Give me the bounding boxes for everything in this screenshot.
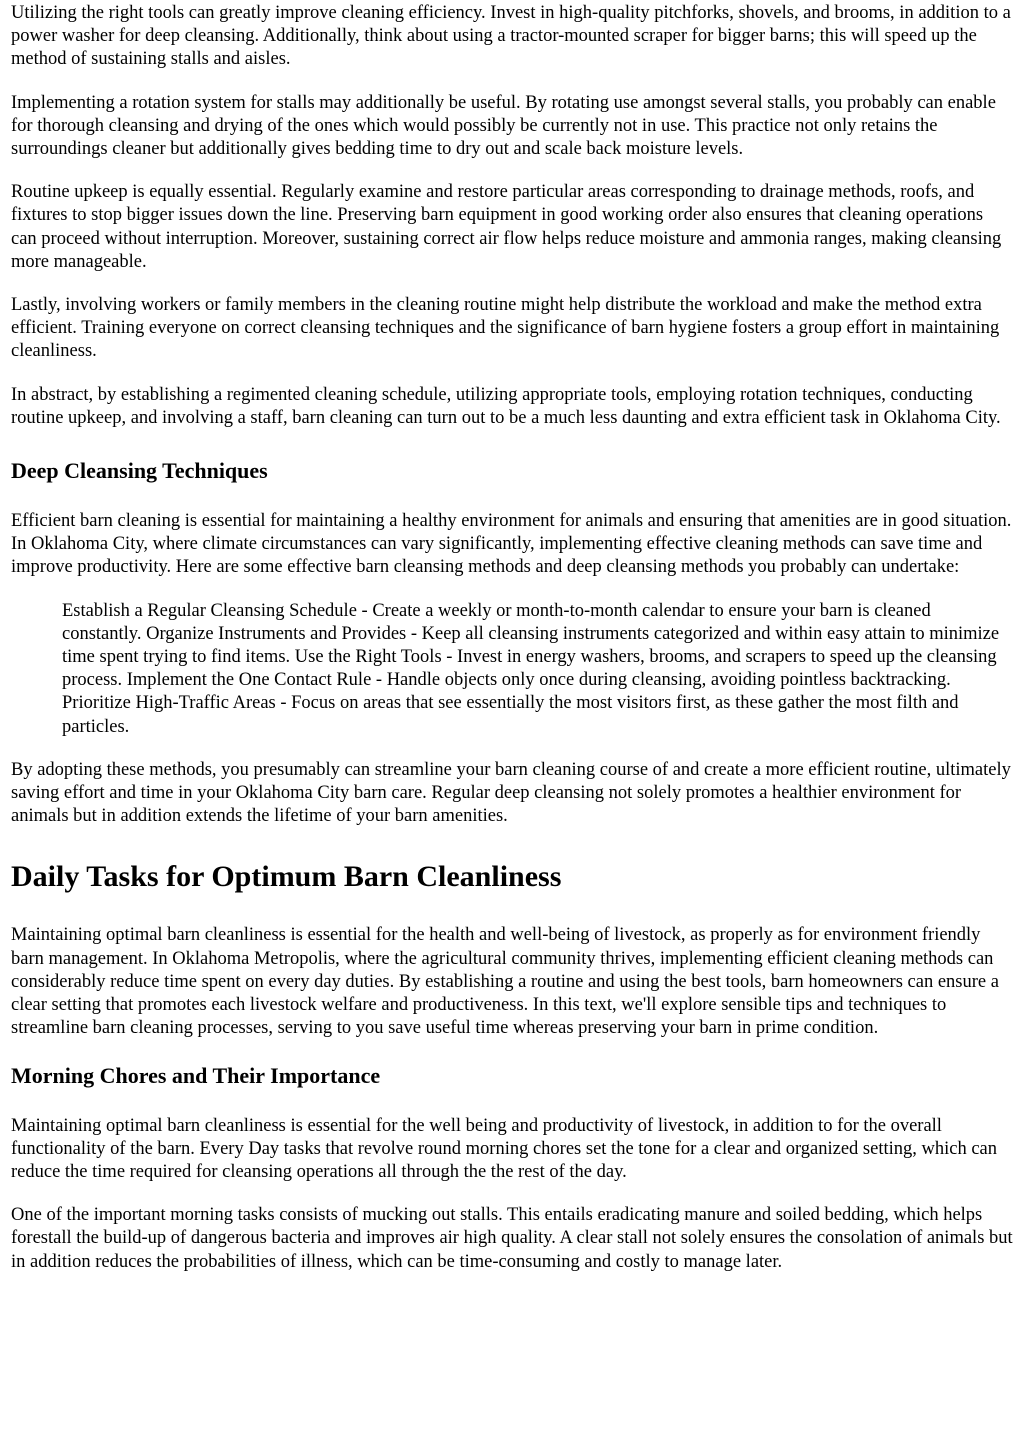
article (0, 2, 1024, 1274)
paragraph-workers: Lastly, involving workers or family members in the cleaning routine might help distribute the workload and make the method extra efficient. Training everyone on correct cleansing techniques and the significance of barn hygiene fosters a group effort in maintaining cleanliness. (11, 295, 1000, 362)
paragraph-morning-1: Maintaining optimal barn cleanliness is essential for the well being and productivity of livestock, in addition to for the overall functionality of the barn. Every Day tasks that revolve round morning chores set the tone for a clear and organized setting, which can reduce the time required for cleansing operations all through the the rest of the day. (11, 1115, 998, 1182)
blockquote-methods: Establish a Regular Cleansing Schedule - Create a weekly or month-to-month calendar to ensure your barn is cleaned constantly. Organize Instruments and Provides - Keep all cleansing instruments categorized and within easy attain to minimize time spent trying to find items. Use the Right Tools - Invest in energy washers, brooms, and scrapers to speed up the cleansing process. Implement the One Contact Rule - Handle objects only once during cleansing, avoiding pointless backtracking. Prioritize High-Traffic Areas - Focus on areas that see essentially the most visitors first, as these gather the most filth and particles. (62, 600, 1000, 737)
heading-morning-chores: Morning Chores and Their Importance (11, 1062, 381, 1088)
paragraph-deep-outro: By adopting these methods, you presumably can streamline your barn cleaning course of and create a more efficient routine, ultimately saving effort and time in your Oklahoma City barn care. Regular deep cleansing not solely promotes a healthier environment for animals but in addition extends the lifetime of your barn amenities. (11, 759, 1011, 827)
paragraph-morning-2: One of the important morning tasks consists of mucking out stalls. This entails eradicating manure and soiled bedding, which helps forestall the build-up of dangerous bacteria and improves air high quality. A clear stall not solely ensures the consolation of animals but in addition reduces the probabilities of illness, which can be time-consuming and costly to manage later. (11, 1205, 1013, 1272)
heading-daily-tasks: Daily Tasks for Optimum Barn Cleanliness (11, 860, 562, 894)
heading-deep-cleansing: Deep Cleansing Techniques (11, 458, 268, 484)
paragraph-rotation: Implementing a rotation system for stalls may additionally be useful. By rotating use amongst several stalls, you probably can enable for thorough cleansing and drying of the ones which would possibly be currently not in use. This practice not only retains the surroundings cleaner but additionally gives bedding time to dry out and scale back moisture levels. (11, 92, 996, 160)
paragraph-upkeep: Routine upkeep is equally essential. Regularly examine and restore particular areas corresponding to drainage methods, roofs, and fixtures to stop bigger issues down the line. Preserving barn equipment in good working order also ensures that cleaning operations can proceed without interruption. Moreover, sustaining correct air flow helps reduce moisture and ammonia ranges, making cleansing more manageable. (11, 182, 1002, 272)
paragraph-deep-intro: Efficient barn cleaning is essential for maintaining a healthy environment for animals and ensuring that amenities are in good situation. In Oklahoma City, where climate circumstances can vary significantly, implementing effective cleaning methods can save time and improve productivity. Here are some effective barn cleansing methods and deep cleansing methods you probably can undertake: (11, 511, 1012, 578)
paragraph-tools: Utilizing the right tools can greatly improve cleaning efficiency. Invest in high-quality pitchforks, shovels, and brooms, in addition to a power washer for deep cleansing. Additionally, think about using a tractor-mounted scraper for bigger barns; this will speed up the method of sustaining stalls and aisles. (11, 3, 1011, 70)
paragraph-daily-intro: Maintaining optimal barn cleanliness is essential for the health and well-being of livestock, as properly as for environment friendly barn management. In Oklahoma Metropolis, where the agricultural community thrives, implementing efficient cleaning methods can considerably reduce time spent on every day duties. By establishing a routine and using the best tools, barn homeowners can ensure a clear setting that promotes each livestock welfare and productiveness. In this text, we'll explore sensible tips and techniques to streamline barn cleaning processes, serving to you save useful time whereas preserving your barn in prime condition. (11, 925, 999, 1039)
paragraph-summary: In abstract, by establishing a regimented cleaning schedule, utilizing appropriate tools, employing rotation techniques, conducting routine upkeep, and involving a staff, barn cleaning can turn out to be a much less daunting and extra efficient task in Oklahoma City. (11, 384, 1001, 428)
